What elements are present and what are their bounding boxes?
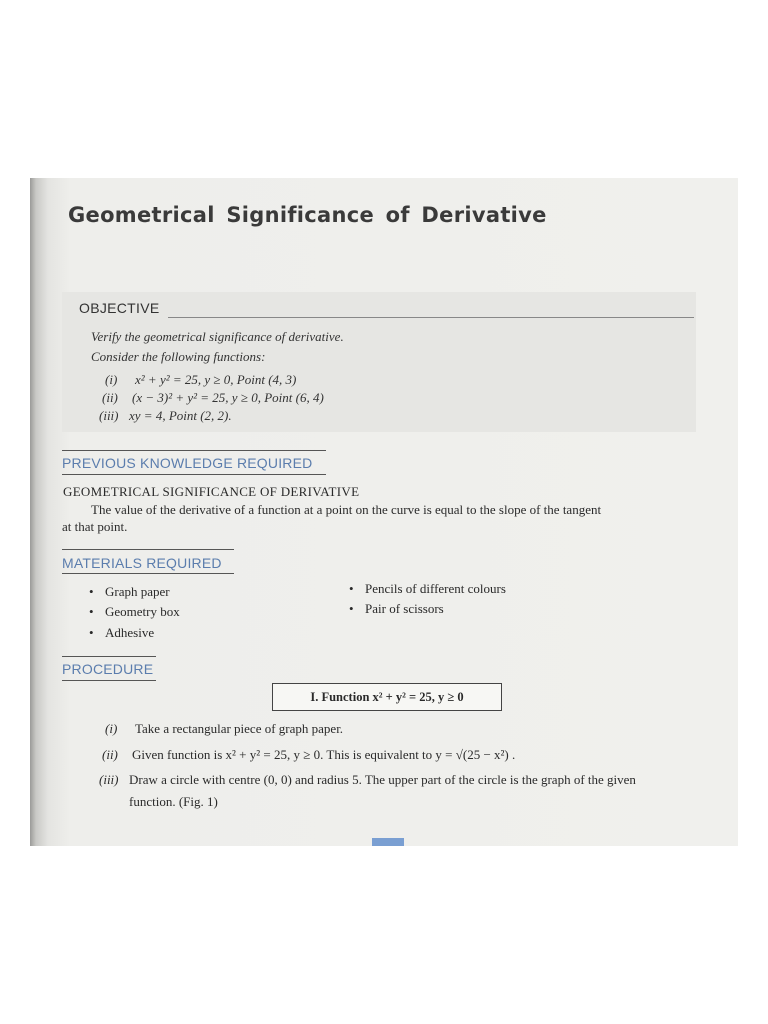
page-title: Geometrical Significance of Derivative xyxy=(68,203,547,227)
procedure-heading: PROCEDURE xyxy=(62,661,154,677)
section-rule-bottom xyxy=(62,680,156,681)
item-text: x² + y² = 25, y ≥ 0, Point (4, 3) xyxy=(135,372,297,387)
material-item: • Pencils of different colours xyxy=(349,581,506,597)
objective-line-2: Consider the following functions: xyxy=(91,349,266,364)
section-rule-bottom xyxy=(62,573,234,574)
objective-item xyxy=(105,372,296,388)
step-number: (i) xyxy=(105,721,118,736)
procedure-step xyxy=(102,747,515,763)
section-rule-top xyxy=(62,656,156,657)
previous-knowledge-heading: PREVIOUS KNOWLEDGE REQUIRED xyxy=(62,455,313,471)
item-text: (x − 3)² + y² = 25, y ≥ 0, Point (6, 4) xyxy=(132,390,324,405)
step-text: Take a rectangular piece of graph paper. xyxy=(135,721,344,736)
materials-heading: MATERIALS REQUIRED xyxy=(62,555,222,571)
material-item: • Graph paper xyxy=(89,584,170,600)
objective-heading: OBJECTIVE xyxy=(79,300,160,316)
step-text: Draw a circle with centre (0, 0) and radius 5. The upper part of the circle is the graph of the given xyxy=(129,772,636,787)
procedure-step xyxy=(99,772,729,788)
section-rule-bottom xyxy=(62,474,326,475)
material-item: • Pair of scissors xyxy=(349,601,444,617)
previous-knowledge-text-2: at that point. xyxy=(62,519,128,534)
item-text: xy = 4, Point (2, 2). xyxy=(129,408,232,423)
step-number: (ii) xyxy=(102,747,118,762)
item-number: (i) xyxy=(105,372,118,387)
objective-item xyxy=(99,408,232,424)
section-rule-top xyxy=(62,549,234,550)
procedure-step-continuation: function. (Fig. 1) xyxy=(129,794,218,809)
material-item: • Adhesive xyxy=(89,625,154,641)
step-text: Given function is x² + y² = 25, y ≥ 0. This is equivalent to y = √(25 − x²) . xyxy=(132,747,516,762)
function-box: I. Function x² + y² = 25, y ≥ 0 xyxy=(272,683,502,711)
previous-knowledge-text-1: The value of the derivative of a function at a point on the curve is equal to the slope of the tangent xyxy=(91,502,602,517)
step-number: (iii) xyxy=(99,772,119,787)
material-item: • Geometry box xyxy=(89,604,180,620)
objective-line-1: Verify the geometrical significance of derivative. xyxy=(91,329,344,344)
previous-knowledge-subheading: GEOMETRICAL SIGNIFICANCE OF DERIVATIVE xyxy=(63,484,360,499)
page-footer-tab xyxy=(372,838,404,846)
section-rule-top xyxy=(62,450,326,451)
objective-rule xyxy=(168,317,694,318)
item-number: (ii) xyxy=(102,390,118,405)
objective-item xyxy=(102,390,324,406)
item-number: (iii) xyxy=(99,408,119,423)
procedure-step xyxy=(105,721,343,737)
